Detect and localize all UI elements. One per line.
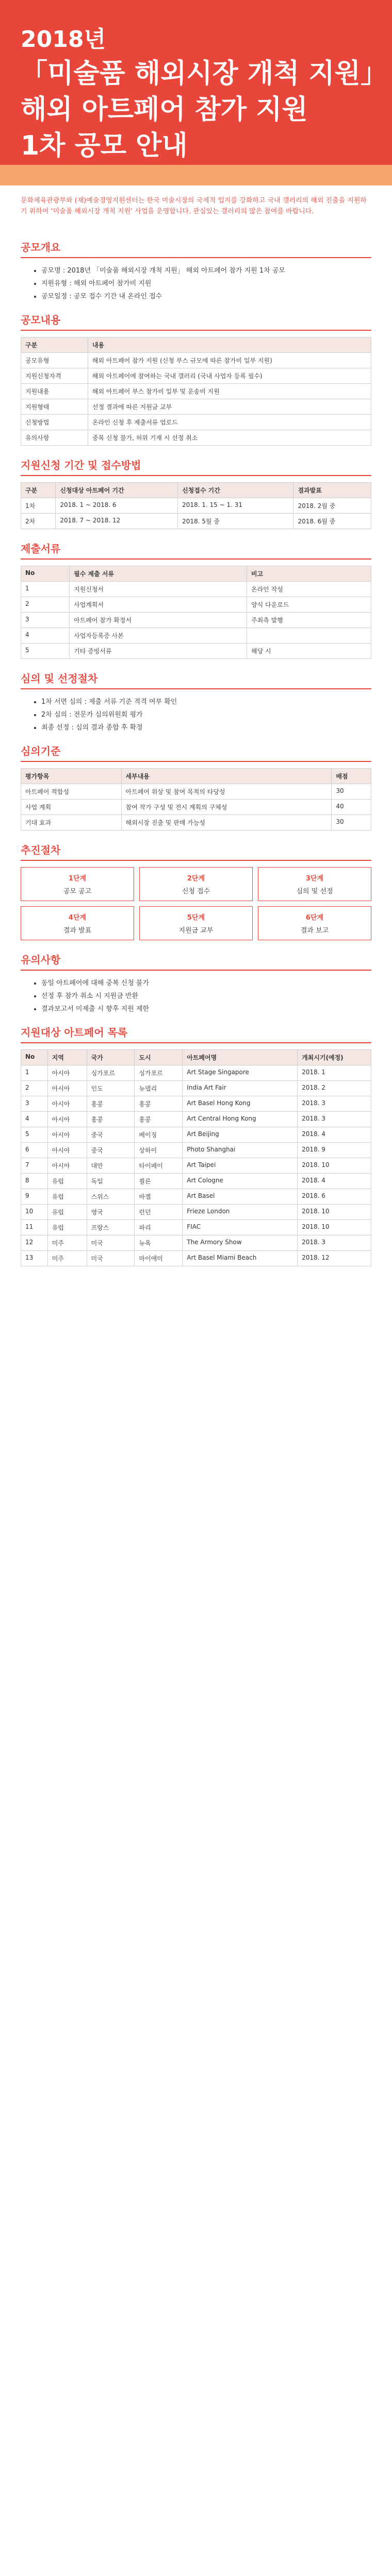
table-cell: FIAC (183, 1219, 298, 1235)
table-cell: 1 (21, 1065, 48, 1080)
table-cell: 홍콩 (135, 1111, 183, 1127)
table-cell: 해외 아트페어 부스 참가비 일부 및 운송비 지원 (88, 383, 371, 399)
table-cell: 참여 작가 구성 및 전시 계획의 구체성 (121, 799, 332, 815)
process-step-key: 4단계 (68, 913, 87, 922)
schedule-section (0, 457, 392, 529)
hero-line-3: 해외 아트페어 참가 지원 (21, 94, 308, 125)
table-cell: 2018. 2 (298, 1080, 371, 1096)
review-item: • 1차 서면 심의 : 제출 서류 기준 적격 여부 확인 (41, 696, 371, 706)
table-cell: 2018. 4 (298, 1127, 371, 1142)
hero-banner (0, 0, 392, 185)
table-cell: 홍콩 (135, 1096, 183, 1111)
table-row (21, 368, 371, 383)
table-cell: 30 (332, 815, 371, 830)
outline-list (21, 265, 371, 300)
table-row (21, 513, 371, 529)
process-step (21, 906, 134, 940)
table-cell: 마이애미 (135, 1250, 183, 1266)
table-row (21, 1189, 371, 1204)
process-step-value: 결과 발표 (63, 926, 92, 935)
contents-table (21, 337, 371, 446)
process-title: 추진절차 (21, 842, 371, 861)
table-row (21, 612, 371, 628)
outline-title: 공모개요 (21, 239, 371, 258)
hero-stripe (0, 165, 392, 185)
table-cell: 기타 증빙서류 (70, 643, 247, 658)
table-cell: 바젤 (135, 1189, 183, 1204)
table-cell: 유럽 (47, 1173, 87, 1189)
contents-section (0, 312, 392, 446)
table-header: 신청대상 아트페어 기간 (56, 482, 178, 498)
table-cell: 아시아 (47, 1142, 87, 1158)
table-cell: 4 (21, 1111, 48, 1127)
process-steps (21, 867, 371, 940)
table-cell: 1 (21, 581, 70, 597)
table-cell: 뉴욕 (135, 1235, 183, 1250)
table-row (21, 1142, 371, 1158)
table-cell: 아시아 (47, 1065, 87, 1080)
table-cell: Art Basel (183, 1189, 298, 1204)
table-header: 도시 (135, 1049, 183, 1065)
table-cell: 2018. 10 (298, 1219, 371, 1235)
table-cell: 중복 신청 불가, 허위 기재 시 선정 취소 (88, 430, 371, 445)
table-cell: 2018. 3 (298, 1111, 371, 1127)
table-cell: 해외 아트페어 참가 지원 (신청 부스 규모에 따른 참가비 일부 지원) (88, 352, 371, 368)
table-cell: 5 (21, 1127, 48, 1142)
table-cell: 신청방법 (21, 414, 88, 430)
table-row (21, 430, 371, 445)
outline-item: • 공모일정 : 공모 접수 기간 내 온라인 접수 (41, 291, 371, 300)
process-step-value: 지원금 교부 (178, 926, 214, 935)
contents-title: 공모내용 (21, 312, 371, 331)
table-row (21, 1127, 371, 1142)
table-row (21, 414, 371, 430)
table-row (21, 1065, 371, 1080)
table-cell: Art Basel Miami Beach (183, 1250, 298, 1266)
table-cell: 싱가포르 (87, 1065, 135, 1080)
table-cell: 인도 (87, 1080, 135, 1096)
table-cell: Art Basel Hong Kong (183, 1096, 298, 1111)
schedule-title: 지원신청 기간 및 접수방법 (21, 457, 371, 476)
review-section (0, 670, 392, 732)
table-cell: 베이징 (135, 1127, 183, 1142)
table-cell: 11 (21, 1219, 48, 1235)
table-cell: 미주 (47, 1235, 87, 1250)
table-cell: 2차 (21, 513, 56, 529)
table-cell: Art Stage Singapore (183, 1065, 298, 1080)
table-cell: 아트페어 적합성 (21, 784, 122, 799)
caution-item: • 선정 후 참가 취소 시 지원금 반환 (41, 990, 371, 1000)
fairs-table (21, 1049, 371, 1266)
table-cell: 2018. 7 ~ 2018. 12 (56, 513, 178, 529)
process-step-value: 신청 접수 (182, 887, 210, 895)
table-cell: The Armory Show (183, 1235, 298, 1250)
table-row (21, 399, 371, 414)
table-cell: 13 (21, 1250, 48, 1266)
review-item: • 최종 선정 : 심의 결과 종합 후 확정 (41, 722, 371, 732)
table-cell: 타이페이 (135, 1158, 183, 1173)
table-header: 구분 (21, 337, 88, 352)
table-row (21, 1235, 371, 1250)
review-list (21, 696, 371, 732)
process-section (0, 842, 392, 940)
process-step (139, 906, 253, 940)
table-cell: 5 (21, 643, 70, 658)
table-cell: 6 (21, 1142, 48, 1158)
caution-title: 유의사항 (21, 952, 371, 971)
table-header: 신청접수 기간 (178, 482, 293, 498)
table-row (21, 643, 371, 658)
table-cell: 사업계획서 (70, 597, 247, 612)
hero-line-1: 2018년 (21, 26, 106, 53)
table-row (21, 1250, 371, 1266)
process-step-key: 5단계 (187, 913, 205, 922)
table-cell: 2018. 12 (298, 1250, 371, 1266)
table-row (21, 1173, 371, 1189)
table-cell: 40 (332, 799, 371, 815)
table-cell: 7 (21, 1158, 48, 1173)
table-cell: 공모유형 (21, 352, 88, 368)
table-cell: 2 (21, 1080, 48, 1096)
outline-item: • 지원유형 : 해외 아트페어 참가비 지원 (41, 278, 371, 287)
review-item: • 2차 심의 : 전문가 심의위원회 평가 (41, 709, 371, 719)
table-header: 지역 (47, 1049, 87, 1065)
review-title: 심의 및 선정절차 (21, 670, 371, 689)
table-cell: 아시아 (47, 1111, 87, 1127)
table-cell: 온라인 작성 (247, 581, 371, 597)
process-step-value: 공모 공고 (63, 887, 92, 895)
table-cell: 1차 (21, 498, 56, 513)
schedule-table (21, 482, 371, 529)
lead-paragraph: 문화체육관광부와 (재)예술경영지원센터는 한국 미술시장의 국제적 입지를 강화하고 국내 갤러리의 해외 진출을 지원하기 위하여 ‘미술품 해외시장 개척 지원’ 사업을 운영합니다. 관심있는 갤러리의 많은 참여를 바랍니다. (21, 197, 367, 215)
caution-item: • 동일 아트페어에 대해 중복 신청 불가 (41, 977, 371, 987)
table-cell: 해외 아트페어에 참여하는 국내 갤러리 (국내 사업자 등록 필수) (88, 368, 371, 383)
table-row (21, 498, 371, 513)
caution-list (21, 977, 371, 1013)
process-step (258, 906, 371, 940)
table-cell: 4 (21, 628, 70, 643)
table-cell: 주최측 발행 (247, 612, 371, 628)
table-cell: Art Central Hong Kong (183, 1111, 298, 1127)
table-cell: 2018. 6월 중 (293, 513, 371, 529)
table-cell: 2018. 5월 중 (178, 513, 293, 529)
table-header: 개최시기(예정) (298, 1049, 371, 1065)
process-step-key: 2단계 (187, 874, 205, 883)
hero-line-2: 「미술품 해외시장 개척 지원」 (21, 58, 387, 89)
table-cell: 상하이 (135, 1142, 183, 1158)
table-header: 배점 (332, 768, 371, 784)
table-row (21, 1080, 371, 1096)
table-cell: 2018. 4 (298, 1173, 371, 1189)
criteria-table (21, 768, 371, 831)
table-cell: 런던 (135, 1204, 183, 1219)
table-cell: 지원신청자격 (21, 368, 88, 383)
table-cell: 3 (21, 612, 70, 628)
table-row (21, 383, 371, 399)
hero-line-4: 1차 공모 안내 (21, 130, 188, 161)
table-header: 아트페어명 (183, 1049, 298, 1065)
table-cell: 2018. 1 (298, 1065, 371, 1080)
process-step-key: 1단계 (68, 874, 87, 883)
caution-item: • 결과보고서 미제출 시 향후 지원 제한 (41, 1003, 371, 1013)
table-row (21, 784, 371, 799)
table-cell: Art Beijing (183, 1127, 298, 1142)
table-header: 결과발표 (293, 482, 371, 498)
table-cell: 아시아 (47, 1080, 87, 1096)
table-row (21, 352, 371, 368)
table-cell: 3 (21, 1096, 48, 1111)
table-cell: 뉴델리 (135, 1080, 183, 1096)
table-cell: 지원내용 (21, 383, 88, 399)
table-cell: 2018. 10 (298, 1204, 371, 1219)
fairs-section (0, 1024, 392, 1266)
criteria-title: 심의기준 (21, 743, 371, 762)
table-cell: 싱가포르 (135, 1065, 183, 1080)
process-step (139, 867, 253, 901)
table-cell: 8 (21, 1173, 48, 1189)
fairs-title: 지원대상 아트페어 목록 (21, 1024, 371, 1043)
table-cell: 미주 (47, 1250, 87, 1266)
table-header: 내용 (88, 337, 371, 352)
process-step-key: 6단계 (305, 913, 324, 922)
table-cell: 파리 (135, 1219, 183, 1235)
table-cell: 해외시장 진출 및 판매 가능성 (121, 815, 332, 830)
table-cell: 2018. 3 (298, 1235, 371, 1250)
table-cell: 9 (21, 1189, 48, 1204)
table-cell: Photo Shanghai (183, 1142, 298, 1158)
process-step-key: 3단계 (305, 874, 324, 883)
table-header: 비고 (247, 566, 371, 581)
table-row (21, 1204, 371, 1219)
submit-table (21, 566, 371, 659)
table-cell: 영국 (87, 1204, 135, 1219)
table-cell: 30 (332, 784, 371, 799)
submit-title: 제출서류 (21, 540, 371, 560)
table-cell: 2018. 2월 중 (293, 498, 371, 513)
outline-item: • 공모명 : 2018년 「미술품 해외시장 개척 지원」 해외 아트페어 참가 지원 1차 공모 (41, 265, 371, 275)
table-cell: 대만 (87, 1158, 135, 1173)
process-step (258, 867, 371, 901)
table-cell: Frieze London (183, 1204, 298, 1219)
table-cell: 미국 (87, 1250, 135, 1266)
table-cell: 아시아 (47, 1096, 87, 1111)
table-row (21, 628, 371, 643)
outline-section (0, 239, 392, 300)
process-step-value: 결과 보고 (300, 926, 329, 935)
table-cell: 2018. 10 (298, 1158, 371, 1173)
table-cell: 사업 계획 (21, 799, 122, 815)
table-header: 세부내용 (121, 768, 332, 784)
table-header: 구분 (21, 482, 56, 498)
table-row (21, 1096, 371, 1111)
table-cell: 아트페어 참가 확정서 (70, 612, 247, 628)
process-step (21, 867, 134, 901)
table-row (21, 815, 371, 830)
table-cell: Art Taipei (183, 1158, 298, 1173)
table-cell: 선정 결과에 따른 지원금 교부 (88, 399, 371, 414)
table-cell: 유럽 (47, 1204, 87, 1219)
caution-section (0, 952, 392, 1013)
table-cell: 프랑스 (87, 1219, 135, 1235)
table-cell: 2018. 6 (298, 1189, 371, 1204)
table-header: 평가항목 (21, 768, 122, 784)
table-cell: 독일 (87, 1173, 135, 1189)
table-cell: 유의사항 (21, 430, 88, 445)
table-cell: 유럽 (47, 1219, 87, 1235)
table-cell: 해당 시 (247, 643, 371, 658)
table-cell: 2018. 9 (298, 1142, 371, 1158)
table-cell: 유럽 (47, 1189, 87, 1204)
process-step-value: 심의 및 선정 (296, 887, 333, 895)
table-cell: 미국 (87, 1235, 135, 1250)
table-cell: Art Cologne (183, 1173, 298, 1189)
table-row (21, 581, 371, 597)
table-row (21, 597, 371, 612)
table-header: 필수 제출 서류 (70, 566, 247, 581)
table-row (21, 1158, 371, 1173)
table-row (21, 799, 371, 815)
table-cell: 아시아 (47, 1127, 87, 1142)
table-header: No (21, 1049, 48, 1065)
table-cell: 기대 효과 (21, 815, 122, 830)
table-cell: 온라인 신청 후 제출서류 업로드 (88, 414, 371, 430)
table-header: No (21, 566, 70, 581)
table-cell: 아트페어 위상 및 참여 목적의 타당성 (121, 784, 332, 799)
table-cell: 10 (21, 1204, 48, 1219)
table-cell: 홍콩 (87, 1096, 135, 1111)
table-cell: 아시아 (47, 1158, 87, 1173)
table-cell: 2018. 1 ~ 2018. 6 (56, 498, 178, 513)
table-cell: 홍콩 (87, 1111, 135, 1127)
table-row (21, 1219, 371, 1235)
table-cell: 12 (21, 1235, 48, 1250)
table-cell: 양식 다운로드 (247, 597, 371, 612)
table-header: 국가 (87, 1049, 135, 1065)
table-cell: 사업자등록증 사본 (70, 628, 247, 643)
table-cell: 중국 (87, 1127, 135, 1142)
table-cell: India Art Fair (183, 1080, 298, 1096)
table-cell: 2 (21, 597, 70, 612)
submit-section (0, 540, 392, 659)
table-cell: 2018. 3 (298, 1096, 371, 1111)
table-cell: 중국 (87, 1142, 135, 1158)
table-cell (247, 628, 371, 643)
table-cell: 쾰른 (135, 1173, 183, 1189)
table-cell: 스위스 (87, 1189, 135, 1204)
table-cell: 2018. 1. 15 ~ 1. 31 (178, 498, 293, 513)
table-row (21, 1111, 371, 1127)
table-cell: 지원신청서 (70, 581, 247, 597)
table-cell: 지원형태 (21, 399, 88, 414)
criteria-section (0, 743, 392, 831)
